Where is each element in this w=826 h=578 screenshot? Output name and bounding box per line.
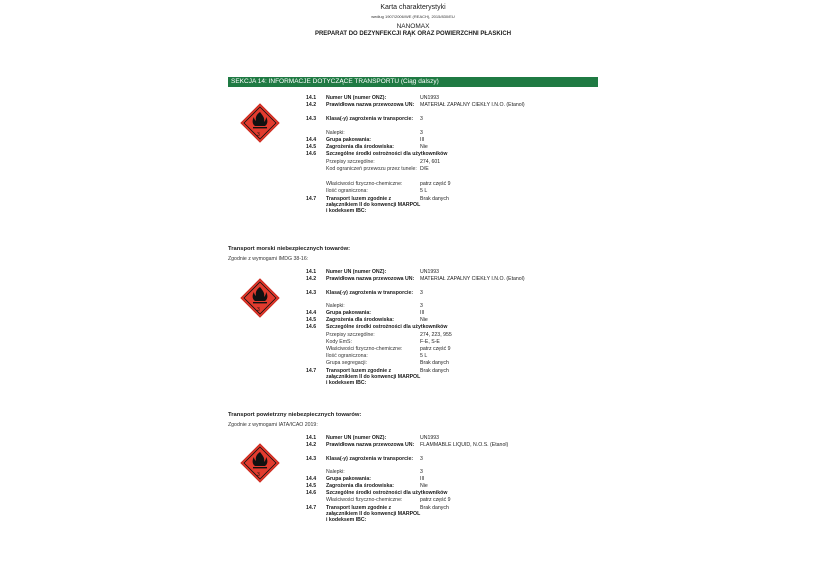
item-value: 3 [420,456,423,462]
item-number: 14.1 [306,435,317,441]
item-number: 14.1 [306,95,317,101]
flammable-icon [240,443,280,483]
item-label: Transport luzem zgodnie z załącznikiem II do konwencji MARPOL i kodeksem IBC: [326,196,421,214]
item-number: 14.2 [306,442,317,448]
pictogram-class-number: 3 [257,307,260,313]
item-label: Właściwości fizyczno-chemiczne: [326,346,403,352]
item-value: 3 [420,469,423,475]
item-label: Klasa(-y) zagrożenia w transporcie: [326,116,414,122]
item-value: MATERIAŁ ZAPALNY CIEKŁY I.N.O. (Etanol) [420,102,525,108]
item-label: Zagrożenia dla środowiska: [326,144,395,150]
item-label: Zagrożenia dla środowiska: [326,317,395,323]
item-label: Właściwości fizyczno-chemiczne: [326,497,403,503]
item-label: Prawidłowa nazwa przewozowa UN: [326,102,415,108]
item-value: Nie [420,144,428,150]
product-description: PREPARAT DO DEZYNFEKCJI RĄK ORAZ POWIERZCHNI PŁASKICH [314,31,512,37]
item-value: Brak danych [420,368,449,374]
item-value: III [420,137,425,143]
item-value: III [420,476,425,482]
item-number: 14.6 [306,324,317,330]
item-label: Ilość ograniczona: [326,353,368,359]
item-value: D/E [420,166,429,172]
document-title: Karta charakterystyki [380,4,446,11]
item-value: Nie [420,317,428,323]
item-number: 14.7 [306,196,317,202]
item-value: III [420,310,425,316]
item-label: Szczególne środki ostrożności dla użytkowników [326,151,448,157]
transport-heading: Transport powietrzny niebezpiecznych towarów: [228,412,362,418]
regulation-note: Zgodnie z wymogami IATA/ICAO 2019: [228,422,318,428]
item-label: Klasa(-y) zagrożenia w transporcie: [326,456,414,462]
item-value: 3 [420,303,423,309]
item-number: 14.3 [306,116,317,122]
item-label: Ilość ograniczona: [326,188,368,194]
item-label: Zagrożenia dla środowiska: [326,483,395,489]
item-value: 5 L [420,353,428,359]
item-label: Kod ograniczeń przewozu przez tunele: [326,166,417,172]
item-label: Grupa pakowania: [326,476,371,482]
item-label: Grupa pakowania: [326,310,371,316]
item-number: 14.4 [306,310,317,316]
item-value: 3 [420,290,423,296]
item-value: patrz część 9 [420,181,451,187]
item-number: 14.5 [306,317,317,323]
item-label: Nalepki: [326,469,345,475]
item-label: Szczególne środki ostrożności dla użytkowników [326,490,448,496]
item-value: F-E, S-E [420,339,440,345]
regulation-note: Zgodnie z wymogami IMDG 38-16: [228,256,309,262]
section-banner: SEKCJA 14: INFORMACJE DOTYCZĄCE TRANSPORTU (Ciąg dalszy) [228,77,598,87]
item-value: 274, 601 [420,159,441,165]
item-number: 14.3 [306,290,317,296]
item-value: UN1993 [420,435,440,441]
item-number: 14.7 [306,505,317,511]
item-number: 14.2 [306,276,317,282]
item-number: 14.4 [306,137,317,143]
item-label: Numer UN (numer ONZ): [326,269,387,275]
pictogram-class-number: 3 [257,132,260,138]
regulation-reference: według 1907/2006/WE (REACH), 2015/830/EU [371,14,455,19]
item-value: MATERIAŁ ZAPALNY CIEKŁY I.N.O. (Etanol) [420,276,525,282]
product-name: NANOMAX [396,23,430,30]
item-label: Prawidłowa nazwa przewozowa UN: [326,442,415,448]
item-number: 14.5 [306,144,317,150]
item-label: Szczególne środki ostrożności dla użytkowników [326,324,448,330]
item-label: Grupa segregacji: [326,360,367,366]
item-label: Nalepki: [326,303,345,309]
item-value: 3 [420,116,423,122]
item-label: Przepisy szczególne: [326,332,375,338]
item-label: Klasa(-y) zagrożenia w transporcie: [326,290,414,296]
item-value: 5 L [420,188,428,194]
pictogram-class-number: 3 [257,472,260,478]
item-label: Transport luzem zgodnie z załącznikiem II do konwencji MARPOL i kodeksem IBC: [326,368,421,386]
item-label: Transport luzem zgodnie z załącznikiem II do konwencji MARPOL i kodeksem IBC: [326,505,421,523]
item-value: UN1993 [420,269,440,275]
item-label: Prawidłowa nazwa przewozowa UN: [326,276,415,282]
item-label: Kody EmS: [326,339,352,345]
item-value: patrz część 9 [420,497,451,503]
item-value: FLAMMABLE LIQUID, N.O.S. (Etanol) [420,442,509,448]
item-label: Właściwości fizyczno-chemiczne: [326,181,403,187]
item-label: Przepisy szczególne: [326,159,375,165]
flammable-icon [240,103,280,143]
item-value: patrz część 9 [420,346,451,352]
item-label: Grupa pakowania: [326,137,371,143]
item-label: Numer UN (numer ONZ): [326,95,387,101]
item-number: 14.6 [306,151,317,157]
item-number: 14.2 [306,102,317,108]
item-number: 14.5 [306,483,317,489]
item-number: 14.3 [306,456,317,462]
item-label: Numer UN (numer ONZ): [326,435,387,441]
transport-heading: Transport morski niebezpiecznych towarów: [228,246,351,252]
item-value: UN1993 [420,95,440,101]
item-value: Brak danych [420,360,449,366]
item-number: 14.6 [306,490,317,496]
item-value: Brak danych [420,505,449,511]
item-value: Brak danych [420,196,449,202]
flammable-icon [240,278,280,318]
item-value: 3 [420,130,423,136]
item-value: Nie [420,483,428,489]
item-value: 274, 223, 955 [420,332,452,338]
item-label: Nalepki: [326,130,345,136]
item-number: 14.1 [306,269,317,275]
item-number: 14.4 [306,476,317,482]
item-number: 14.7 [306,368,317,374]
